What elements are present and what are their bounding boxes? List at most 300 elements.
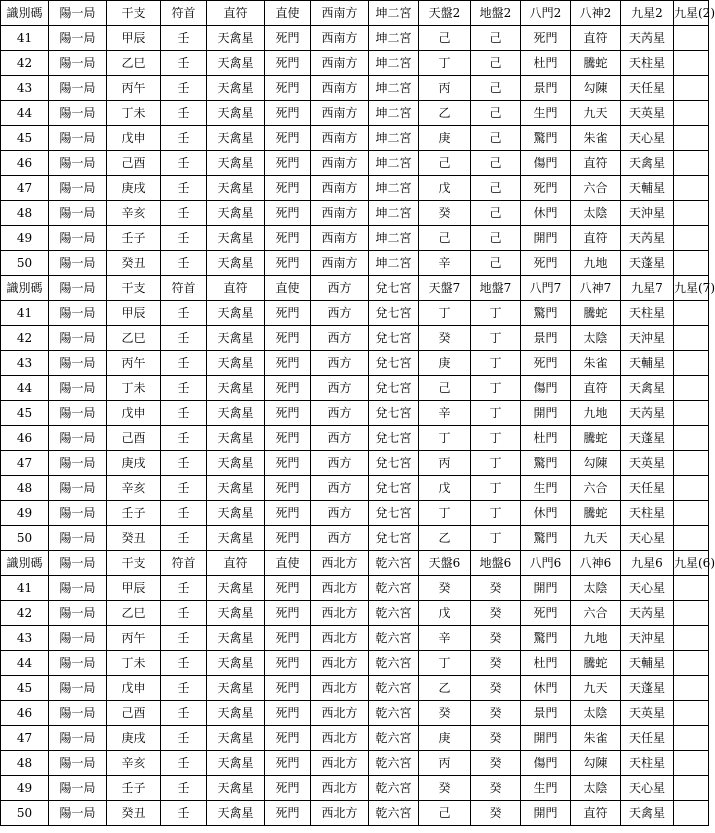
table-cell: 己 xyxy=(419,26,471,51)
header-cell: 天盤2 xyxy=(419,1,471,26)
header-cell: 八門6 xyxy=(521,551,571,576)
table-cell: 死門 xyxy=(265,51,311,76)
table-cell xyxy=(674,501,709,526)
table-cell: 癸 xyxy=(471,601,521,626)
table-cell: 傷門 xyxy=(521,151,571,176)
header-cell: 符首 xyxy=(161,551,207,576)
header-cell: 九星(7) xyxy=(674,276,709,301)
table-cell: 太陰 xyxy=(571,776,621,801)
table-cell: 天禽星 xyxy=(207,526,265,551)
table-cell: 丙 xyxy=(419,751,471,776)
table-cell: 天英星 xyxy=(621,451,674,476)
table-cell: 癸 xyxy=(419,326,471,351)
header-cell: 直使 xyxy=(265,551,311,576)
table-cell: 天芮星 xyxy=(621,401,674,426)
table-cell: 癸 xyxy=(419,576,471,601)
table-cell: 六合 xyxy=(571,476,621,501)
table-cell: 43 xyxy=(1,351,49,376)
table-cell: 西南方 xyxy=(311,176,369,201)
table-cell: 生門 xyxy=(521,776,571,801)
table-cell: 壬 xyxy=(161,476,207,501)
table-cell: 47 xyxy=(1,176,49,201)
table-cell: 天禽星 xyxy=(207,226,265,251)
table-cell: 九地 xyxy=(571,251,621,276)
table-cell xyxy=(674,776,709,801)
table-cell: 陽一局 xyxy=(49,376,107,401)
header-cell: 干支 xyxy=(107,551,161,576)
header-row xyxy=(1,1,709,26)
header-cell: 九星2 xyxy=(621,1,674,26)
table-cell: 辛 xyxy=(419,626,471,651)
table-cell: 癸 xyxy=(471,776,521,801)
table-cell: 乾六宮 xyxy=(369,676,419,701)
table-cell: 己 xyxy=(471,126,521,151)
table-cell: 丁 xyxy=(419,426,471,451)
table-cell: 乾六宮 xyxy=(369,726,419,751)
table-cell: 丁 xyxy=(419,651,471,676)
table-cell xyxy=(674,376,709,401)
table-cell: 九天 xyxy=(571,676,621,701)
table-cell: 坤二宮 xyxy=(369,201,419,226)
header-cell: 九星(6) xyxy=(674,551,709,576)
table-cell xyxy=(674,476,709,501)
table-cell: 死門 xyxy=(521,26,571,51)
table-cell: 西方 xyxy=(311,376,369,401)
table-cell: 死門 xyxy=(265,626,311,651)
table-cell: 天輔星 xyxy=(621,351,674,376)
table-cell: 西南方 xyxy=(311,251,369,276)
table-cell xyxy=(674,651,709,676)
table-cell: 騰蛇 xyxy=(571,426,621,451)
table-cell: 丁 xyxy=(471,426,521,451)
header-cell: 陽一局 xyxy=(49,1,107,26)
table-row xyxy=(1,401,709,426)
table-cell: 乾六宮 xyxy=(369,651,419,676)
table-cell xyxy=(674,526,709,551)
table-cell: 陽一局 xyxy=(49,26,107,51)
table-cell: 陽一局 xyxy=(49,501,107,526)
header-cell: 陽一局 xyxy=(49,551,107,576)
table-cell: 天禽星 xyxy=(207,776,265,801)
table-cell: 50 xyxy=(1,251,49,276)
table-cell: 直符 xyxy=(571,376,621,401)
table-cell: 天蓬星 xyxy=(621,251,674,276)
table-cell: 49 xyxy=(1,226,49,251)
table-cell: 45 xyxy=(1,126,49,151)
table-cell: 死門 xyxy=(265,151,311,176)
table-cell: 開門 xyxy=(521,401,571,426)
table-cell xyxy=(674,226,709,251)
table-cell: 辛亥 xyxy=(107,751,161,776)
header-cell: 坤二宮 xyxy=(369,1,419,26)
header-cell: 符首 xyxy=(161,1,207,26)
table-cell: 丁 xyxy=(419,501,471,526)
header-cell: 八門7 xyxy=(521,276,571,301)
table-cell: 癸丑 xyxy=(107,251,161,276)
table-row xyxy=(1,526,709,551)
table-cell: 癸丑 xyxy=(107,526,161,551)
table-cell: 天禽星 xyxy=(207,301,265,326)
table-cell: 坤二宮 xyxy=(369,151,419,176)
table-cell: 戊申 xyxy=(107,401,161,426)
table-cell: 西方 xyxy=(311,326,369,351)
header-row xyxy=(1,276,709,301)
table-cell: 癸 xyxy=(471,651,521,676)
table-cell: 50 xyxy=(1,801,49,826)
table-cell: 天禽星 xyxy=(621,801,674,826)
table-cell: 西北方 xyxy=(311,701,369,726)
table-cell: 丁 xyxy=(471,326,521,351)
table-cell: 直符 xyxy=(571,26,621,51)
table-cell: 死門 xyxy=(265,101,311,126)
table-cell: 丁 xyxy=(471,301,521,326)
header-cell: 地盤2 xyxy=(471,1,521,26)
table-cell: 西北方 xyxy=(311,676,369,701)
table-cell: 西方 xyxy=(311,451,369,476)
table-cell: 壬 xyxy=(161,51,207,76)
table-cell: 天禽星 xyxy=(207,476,265,501)
table-cell: 兌七宮 xyxy=(369,501,419,526)
table-cell: 天禽星 xyxy=(207,401,265,426)
table-cell: 己酉 xyxy=(107,701,161,726)
table-cell: 天柱星 xyxy=(621,301,674,326)
table-cell: 天沖星 xyxy=(621,326,674,351)
table-cell: 朱雀 xyxy=(571,726,621,751)
header-cell: 直符 xyxy=(207,1,265,26)
table-cell: 騰蛇 xyxy=(571,651,621,676)
table-cell: 西北方 xyxy=(311,576,369,601)
table-cell: 兌七宮 xyxy=(369,426,419,451)
table-cell: 陽一局 xyxy=(49,401,107,426)
table-cell: 乾六宮 xyxy=(369,701,419,726)
table-cell: 己 xyxy=(471,101,521,126)
table-cell: 死門 xyxy=(265,651,311,676)
table-cell: 天禽星 xyxy=(207,51,265,76)
table-cell xyxy=(674,601,709,626)
table-cell: 己 xyxy=(471,51,521,76)
header-cell: 九星6 xyxy=(621,551,674,576)
table-cell: 丁 xyxy=(419,301,471,326)
table-cell: 壬 xyxy=(161,201,207,226)
header-cell: 識別碼 xyxy=(1,551,49,576)
table-cell: 丙 xyxy=(419,451,471,476)
table-cell: 癸 xyxy=(471,576,521,601)
table-cell: 47 xyxy=(1,726,49,751)
table-cell: 戊 xyxy=(419,601,471,626)
table-cell: 壬 xyxy=(161,801,207,826)
table-cell: 陽一局 xyxy=(49,351,107,376)
table-cell xyxy=(674,51,709,76)
table-cell: 死門 xyxy=(265,426,311,451)
table-cell: 己 xyxy=(471,26,521,51)
table-cell: 太陰 xyxy=(571,576,621,601)
table-cell: 傷門 xyxy=(521,751,571,776)
table-row xyxy=(1,326,709,351)
table-cell: 乾六宮 xyxy=(369,626,419,651)
table-cell: 天沖星 xyxy=(621,201,674,226)
table-cell: 休門 xyxy=(521,676,571,701)
table-cell: 死門 xyxy=(265,326,311,351)
table-row xyxy=(1,76,709,101)
table-cell: 壬 xyxy=(161,776,207,801)
table-cell xyxy=(674,251,709,276)
table-cell: 乾六宮 xyxy=(369,776,419,801)
table-cell: 天禽星 xyxy=(207,726,265,751)
table-cell xyxy=(674,576,709,601)
table-cell: 太陰 xyxy=(571,326,621,351)
table-cell: 死門 xyxy=(265,451,311,476)
table-cell: 丁未 xyxy=(107,101,161,126)
table-cell: 42 xyxy=(1,51,49,76)
table-cell: 陽一局 xyxy=(49,476,107,501)
table-cell: 兌七宮 xyxy=(369,351,419,376)
table-cell: 丙 xyxy=(419,76,471,101)
table-row xyxy=(1,226,709,251)
header-cell: 符首 xyxy=(161,276,207,301)
table-cell: 西南方 xyxy=(311,126,369,151)
header-cell: 乾六宮 xyxy=(369,551,419,576)
table-cell: 西南方 xyxy=(311,226,369,251)
table-cell xyxy=(674,701,709,726)
table-cell: 西北方 xyxy=(311,626,369,651)
table-cell: 死門 xyxy=(521,601,571,626)
table-cell: 坤二宮 xyxy=(369,126,419,151)
table-cell: 天柱星 xyxy=(621,501,674,526)
table-cell: 死門 xyxy=(265,201,311,226)
table-row xyxy=(1,51,709,76)
table-cell: 開門 xyxy=(521,576,571,601)
table-cell: 驚門 xyxy=(521,301,571,326)
header-cell: 干支 xyxy=(107,1,161,26)
table-cell: 兌七宮 xyxy=(369,526,419,551)
table-cell: 西方 xyxy=(311,401,369,426)
table-cell: 西方 xyxy=(311,351,369,376)
header-cell: 直符 xyxy=(207,551,265,576)
table-cell: 生門 xyxy=(521,476,571,501)
table-cell: 天禽星 xyxy=(207,101,265,126)
table-cell: 坤二宮 xyxy=(369,26,419,51)
table-cell: 丁未 xyxy=(107,376,161,401)
table-cell: 乾六宮 xyxy=(369,576,419,601)
table-cell: 陽一局 xyxy=(49,776,107,801)
table-cell: 壬 xyxy=(161,626,207,651)
table-cell: 西北方 xyxy=(311,801,369,826)
table-row xyxy=(1,351,709,376)
table-cell: 壬 xyxy=(161,401,207,426)
table-cell: 43 xyxy=(1,76,49,101)
table-cell: 兌七宮 xyxy=(369,376,419,401)
table-cell xyxy=(674,426,709,451)
table-cell xyxy=(674,401,709,426)
table-cell: 陽一局 xyxy=(49,601,107,626)
table-cell: 乾六宮 xyxy=(369,801,419,826)
header-cell: 識別碼 xyxy=(1,276,49,301)
table-cell: 陽一局 xyxy=(49,301,107,326)
table-cell: 兌七宮 xyxy=(369,301,419,326)
table-cell: 壬 xyxy=(161,576,207,601)
table-row xyxy=(1,251,709,276)
table-cell: 己 xyxy=(471,201,521,226)
table-cell: 坤二宮 xyxy=(369,251,419,276)
table-cell: 勾陳 xyxy=(571,451,621,476)
header-cell: 天盤7 xyxy=(419,276,471,301)
table-cell xyxy=(674,326,709,351)
table-cell: 天蓬星 xyxy=(621,676,674,701)
table-cell: 壬 xyxy=(161,176,207,201)
table-cell: 天禽星 xyxy=(207,601,265,626)
table-cell: 驚門 xyxy=(521,126,571,151)
table-cell: 丁未 xyxy=(107,651,161,676)
table-cell: 辛 xyxy=(419,251,471,276)
table-cell: 景門 xyxy=(521,701,571,726)
table-cell xyxy=(674,151,709,176)
table-cell: 甲辰 xyxy=(107,576,161,601)
table-row xyxy=(1,701,709,726)
table-cell: 己 xyxy=(419,226,471,251)
header-cell: 兌七宮 xyxy=(369,276,419,301)
table-cell: 天禽星 xyxy=(207,351,265,376)
table-cell: 天芮星 xyxy=(621,226,674,251)
table-cell: 六合 xyxy=(571,601,621,626)
table-cell: 天任星 xyxy=(621,76,674,101)
table-cell: 陽一局 xyxy=(49,626,107,651)
table-cell: 丁 xyxy=(471,451,521,476)
table-row xyxy=(1,176,709,201)
table-cell: 癸 xyxy=(471,701,521,726)
table-cell: 庚戌 xyxy=(107,451,161,476)
table-cell: 壬子 xyxy=(107,776,161,801)
table-cell xyxy=(674,676,709,701)
table-row xyxy=(1,651,709,676)
table-cell: 天禽星 xyxy=(207,76,265,101)
table-cell: 壬 xyxy=(161,76,207,101)
table-cell: 天任星 xyxy=(621,726,674,751)
table-cell: 坤二宮 xyxy=(369,176,419,201)
table-cell: 甲辰 xyxy=(107,301,161,326)
table-cell: 乙巳 xyxy=(107,326,161,351)
table-row xyxy=(1,601,709,626)
table-cell: 休門 xyxy=(521,201,571,226)
table-cell: 己 xyxy=(471,76,521,101)
table-cell: 48 xyxy=(1,476,49,501)
table-row xyxy=(1,776,709,801)
table-cell: 太陰 xyxy=(571,201,621,226)
table-cell: 戊申 xyxy=(107,676,161,701)
header-cell: 干支 xyxy=(107,276,161,301)
table-cell: 壬 xyxy=(161,751,207,776)
table-cell: 乙 xyxy=(419,101,471,126)
table-cell: 壬子 xyxy=(107,501,161,526)
table-cell: 庚 xyxy=(419,351,471,376)
header-cell: 直符 xyxy=(207,276,265,301)
table-cell: 西南方 xyxy=(311,26,369,51)
table-cell: 朱雀 xyxy=(571,126,621,151)
table-cell: 45 xyxy=(1,676,49,701)
table-cell: 丁 xyxy=(471,526,521,551)
header-cell: 地盤7 xyxy=(471,276,521,301)
table-cell: 癸 xyxy=(471,751,521,776)
table-cell: 壬 xyxy=(161,326,207,351)
table-cell: 己酉 xyxy=(107,151,161,176)
table-cell: 壬 xyxy=(161,726,207,751)
table-cell: 壬 xyxy=(161,26,207,51)
table-cell: 死門 xyxy=(265,26,311,51)
table-cell: 50 xyxy=(1,526,49,551)
table-cell: 癸 xyxy=(419,701,471,726)
table-cell: 癸 xyxy=(471,801,521,826)
table-cell: 開門 xyxy=(521,801,571,826)
table-cell: 死門 xyxy=(265,601,311,626)
table-cell: 勾陳 xyxy=(571,751,621,776)
table-cell: 44 xyxy=(1,376,49,401)
table-cell: 42 xyxy=(1,601,49,626)
table-cell xyxy=(674,301,709,326)
table-cell: 乾六宮 xyxy=(369,601,419,626)
table-cell: 兌七宮 xyxy=(369,476,419,501)
table-cell: 天禽星 xyxy=(621,151,674,176)
table-cell: 己 xyxy=(471,251,521,276)
table-cell: 戊 xyxy=(419,476,471,501)
table-row xyxy=(1,451,709,476)
table-cell xyxy=(674,201,709,226)
table-cell: 天輔星 xyxy=(621,651,674,676)
table-cell: 47 xyxy=(1,451,49,476)
table-cell: 天禽星 xyxy=(207,701,265,726)
table-cell: 天英星 xyxy=(621,701,674,726)
table-cell: 直符 xyxy=(571,226,621,251)
table-row xyxy=(1,126,709,151)
table-cell: 己 xyxy=(471,226,521,251)
table-cell: 44 xyxy=(1,101,49,126)
table-cell: 壬 xyxy=(161,701,207,726)
table-row xyxy=(1,26,709,51)
table-cell: 勾陳 xyxy=(571,76,621,101)
table-cell: 兌七宮 xyxy=(369,401,419,426)
table-cell: 陽一局 xyxy=(49,801,107,826)
table-cell: 死門 xyxy=(521,351,571,376)
table-cell: 44 xyxy=(1,651,49,676)
table-row xyxy=(1,726,709,751)
table-cell: 西方 xyxy=(311,476,369,501)
table-cell: 壬 xyxy=(161,376,207,401)
table-cell: 天心星 xyxy=(621,526,674,551)
table-cell: 丁 xyxy=(471,351,521,376)
table-cell: 己 xyxy=(471,176,521,201)
header-cell: 天盤6 xyxy=(419,551,471,576)
table-cell: 天禽星 xyxy=(207,251,265,276)
table-cell: 開門 xyxy=(521,226,571,251)
table-cell: 陽一局 xyxy=(49,726,107,751)
table-row xyxy=(1,201,709,226)
table-cell: 辛亥 xyxy=(107,476,161,501)
table-cell: 天禽星 xyxy=(207,376,265,401)
table-cell: 天輔星 xyxy=(621,176,674,201)
table-cell: 開門 xyxy=(521,726,571,751)
table-cell: 西南方 xyxy=(311,76,369,101)
table-row xyxy=(1,801,709,826)
table-cell: 壬 xyxy=(161,351,207,376)
table-cell: 天心星 xyxy=(621,776,674,801)
table-cell: 兌七宮 xyxy=(369,326,419,351)
table-cell: 西南方 xyxy=(311,201,369,226)
table-cell: 休門 xyxy=(521,501,571,526)
table-cell: 46 xyxy=(1,701,49,726)
table-cell: 九天 xyxy=(571,526,621,551)
table-cell: 陽一局 xyxy=(49,426,107,451)
table-cell: 死門 xyxy=(265,526,311,551)
table-cell: 九天 xyxy=(571,101,621,126)
table-cell: 天禽星 xyxy=(207,801,265,826)
